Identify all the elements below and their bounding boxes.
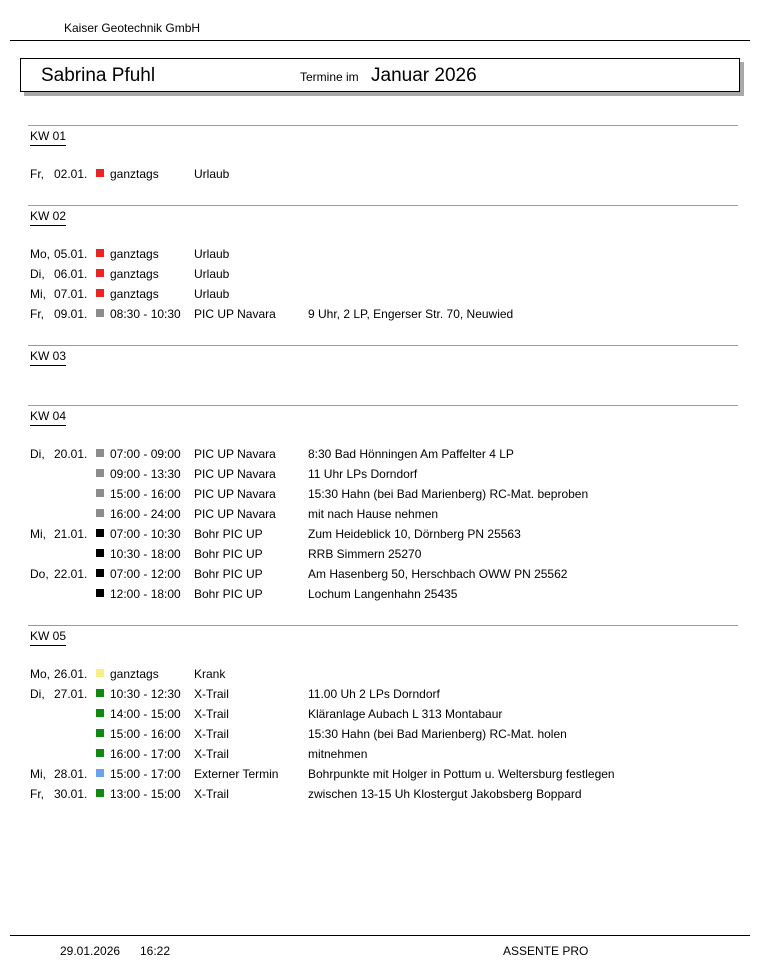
- time-range: 15:00 - 16:00: [110, 487, 181, 501]
- appointment-title: X-Trail: [194, 687, 229, 701]
- appointment-row[interactable]: [0, 747, 780, 767]
- day-label: Di,: [30, 267, 45, 281]
- day-label: Di,: [30, 687, 45, 701]
- category-color-marker: [96, 469, 104, 477]
- category-color-marker: [96, 249, 104, 257]
- appointment-row[interactable]: [0, 547, 780, 567]
- appointment-row[interactable]: [0, 527, 780, 547]
- date-label: 20.01.: [54, 447, 88, 461]
- appointment-title: PIC UP Navara: [194, 447, 276, 461]
- appointment-title: PIC UP Navara: [194, 507, 276, 521]
- category-color-marker: [96, 449, 104, 457]
- title-box: [20, 58, 740, 92]
- appointment-note: 15:30 Hahn (bei Bad Marienberg) RC-Mat. holen: [308, 727, 567, 741]
- appointment-row[interactable]: [0, 247, 780, 267]
- appointment-note: mitnehmen: [308, 747, 368, 761]
- time-range: ganztags: [110, 667, 159, 681]
- header-rule: [10, 40, 750, 41]
- time-range: 16:00 - 24:00: [110, 507, 181, 521]
- appointment-row[interactable]: [0, 767, 780, 787]
- time-range: 07:00 - 10:30: [110, 527, 181, 541]
- date-label: 26.01.: [54, 667, 88, 681]
- day-label: Mo,: [30, 247, 51, 261]
- category-color-marker: [96, 589, 104, 597]
- day-label: Mi,: [30, 527, 46, 541]
- company-name: Kaiser Geotechnik GmbH: [64, 21, 201, 35]
- appointment-note: 9 Uhr, 2 LP, Engerser Str. 70, Neuwied: [308, 307, 514, 321]
- time-range: 13:00 - 15:00: [110, 787, 181, 801]
- category-color-marker: [96, 309, 104, 317]
- appointment-title: Urlaub: [194, 247, 230, 261]
- time-range: 16:00 - 17:00: [110, 747, 181, 761]
- time-range: 07:00 - 09:00: [110, 447, 181, 461]
- date-label: 30.01.: [54, 787, 88, 801]
- appointment-note: 11 Uhr LPs Dorndorf: [308, 467, 418, 481]
- week-label: KW 01: [30, 129, 66, 146]
- time-range: 10:30 - 18:00: [110, 547, 181, 561]
- person-name: Sabrina Pfuhl: [41, 65, 156, 86]
- date-label: 07.01.: [54, 287, 88, 301]
- appointment-note: 8:30 Bad Hönningen Am Paffelter 4 LP: [308, 447, 514, 461]
- date-label: 21.01.: [54, 527, 88, 541]
- date-label: 28.01.: [54, 767, 88, 781]
- date-label: 27.01.: [54, 687, 88, 701]
- time-range: ganztags: [110, 287, 159, 301]
- week-label: KW 05: [30, 629, 66, 646]
- category-color-marker: [96, 509, 104, 517]
- month-label: Januar 2026: [371, 65, 477, 86]
- appointment-row[interactable]: [0, 307, 780, 327]
- week-label: KW 03: [30, 349, 66, 366]
- appointment-row[interactable]: [0, 787, 780, 807]
- appointment-note: 11.00 Uh 2 LPs Dorndorf: [308, 687, 440, 701]
- appointment-row[interactable]: [0, 687, 780, 707]
- week-rule: [28, 625, 738, 626]
- category-color-marker: [96, 569, 104, 577]
- appointment-row[interactable]: [0, 667, 780, 687]
- appointment-note: zwischen 13-15 Uh Klostergut Jakobsberg Boppard: [308, 787, 582, 801]
- appointment-title: PIC UP Navara: [194, 487, 276, 501]
- appointment-note: Am Hasenberg 50, Herschbach OWW PN 25562: [308, 567, 568, 581]
- time-range: 08:30 - 10:30: [110, 307, 181, 321]
- appointment-note: Kläranlage Aubach L 313 Montabaur: [308, 707, 503, 721]
- appointment-title: Urlaub: [194, 167, 230, 181]
- day-label: Fr,: [30, 307, 44, 321]
- appointment-title: PIC UP Navara: [194, 467, 276, 481]
- appointment-row[interactable]: [0, 707, 780, 727]
- appointment-row[interactable]: [0, 567, 780, 587]
- appointment-title: PIC UP Navara: [194, 307, 276, 321]
- time-range: 10:30 - 12:30: [110, 687, 181, 701]
- appointment-note: mit nach Hause nehmen: [308, 507, 439, 521]
- appointment-note: 15:30 Hahn (bei Bad Marienberg) RC-Mat. beproben: [308, 487, 589, 501]
- category-color-marker: [96, 709, 104, 717]
- day-label: Do,: [30, 567, 49, 581]
- appointment-title: Bohr PIC UP: [194, 547, 263, 561]
- category-color-marker: [96, 729, 104, 737]
- week-label: KW 02: [30, 209, 66, 226]
- appointment-row[interactable]: [0, 487, 780, 507]
- appointment-title: X-Trail: [194, 747, 229, 761]
- date-label: 09.01.: [54, 307, 88, 321]
- day-label: Fr,: [30, 167, 44, 181]
- appointment-title: X-Trail: [194, 707, 229, 721]
- appointment-title: Externer Termin: [194, 767, 279, 781]
- category-color-marker: [96, 769, 104, 777]
- appointment-row[interactable]: [0, 447, 780, 467]
- week-rule: [28, 205, 738, 206]
- appointment-note: Lochum Langenhahn 25435: [308, 587, 458, 601]
- time-range: 12:00 - 18:00: [110, 587, 181, 601]
- appointment-row[interactable]: [0, 267, 780, 287]
- appointment-title: Bohr PIC UP: [194, 567, 263, 581]
- week-rule: [28, 345, 738, 346]
- category-color-marker: [96, 669, 104, 677]
- date-label: 02.01.: [54, 167, 88, 181]
- category-color-marker: [96, 549, 104, 557]
- footer-app-name: ASSENTE PRO: [503, 944, 589, 958]
- category-color-marker: [96, 749, 104, 757]
- time-range: 07:00 - 12:00: [110, 567, 181, 581]
- appointment-row[interactable]: [0, 467, 780, 487]
- time-range: 15:00 - 16:00: [110, 727, 181, 741]
- date-label: 06.01.: [54, 267, 88, 281]
- footer-rule: [10, 935, 750, 936]
- time-range: 09:00 - 13:30: [110, 467, 181, 481]
- appointment-title: Urlaub: [194, 287, 230, 301]
- time-range: 14:00 - 15:00: [110, 707, 181, 721]
- appointment-title: X-Trail: [194, 727, 229, 741]
- termine-label: Termine im: [300, 70, 359, 84]
- appointment-title: Bohr PIC UP: [194, 527, 263, 541]
- day-label: Mo,: [30, 667, 51, 681]
- week-rule: [28, 405, 738, 406]
- category-color-marker: [96, 689, 104, 697]
- appointment-note: Bohrpunkte mit Holger in Pottum u. Weltersburg festlegen: [308, 767, 615, 781]
- category-color-marker: [96, 269, 104, 277]
- appointment-row[interactable]: [0, 507, 780, 527]
- appointment-note: Zum Heideblick 10, Dörnberg PN 25563: [308, 527, 521, 541]
- appointment-row[interactable]: [0, 727, 780, 747]
- time-range: 15:00 - 17:00: [110, 767, 181, 781]
- appointment-row[interactable]: [0, 587, 780, 607]
- date-label: 05.01.: [54, 247, 88, 261]
- appointment-title: X-Trail: [194, 787, 229, 801]
- category-color-marker: [96, 289, 104, 297]
- appointment-title: Urlaub: [194, 267, 230, 281]
- time-range: ganztags: [110, 267, 159, 281]
- category-color-marker: [96, 529, 104, 537]
- time-range: ganztags: [110, 167, 159, 181]
- week-rule: [28, 125, 738, 126]
- appointment-row[interactable]: [0, 287, 780, 307]
- appointment-title: Bohr PIC UP: [194, 587, 263, 601]
- day-label: Di,: [30, 447, 45, 461]
- appointment-row[interactable]: [0, 167, 780, 187]
- date-label: 22.01.: [54, 567, 88, 581]
- day-label: Fr,: [30, 787, 44, 801]
- category-color-marker: [96, 169, 104, 177]
- footer-time: 16:22: [140, 944, 171, 958]
- footer-date: 29.01.2026: [60, 944, 121, 958]
- category-color-marker: [96, 489, 104, 497]
- day-label: Mi,: [30, 287, 46, 301]
- day-label: Mi,: [30, 767, 46, 781]
- appointment-note: RRB Simmern 25270: [308, 547, 422, 561]
- time-range: ganztags: [110, 247, 159, 261]
- appointment-title: Krank: [194, 667, 226, 681]
- category-color-marker: [96, 789, 104, 797]
- week-label: KW 04: [30, 409, 66, 426]
